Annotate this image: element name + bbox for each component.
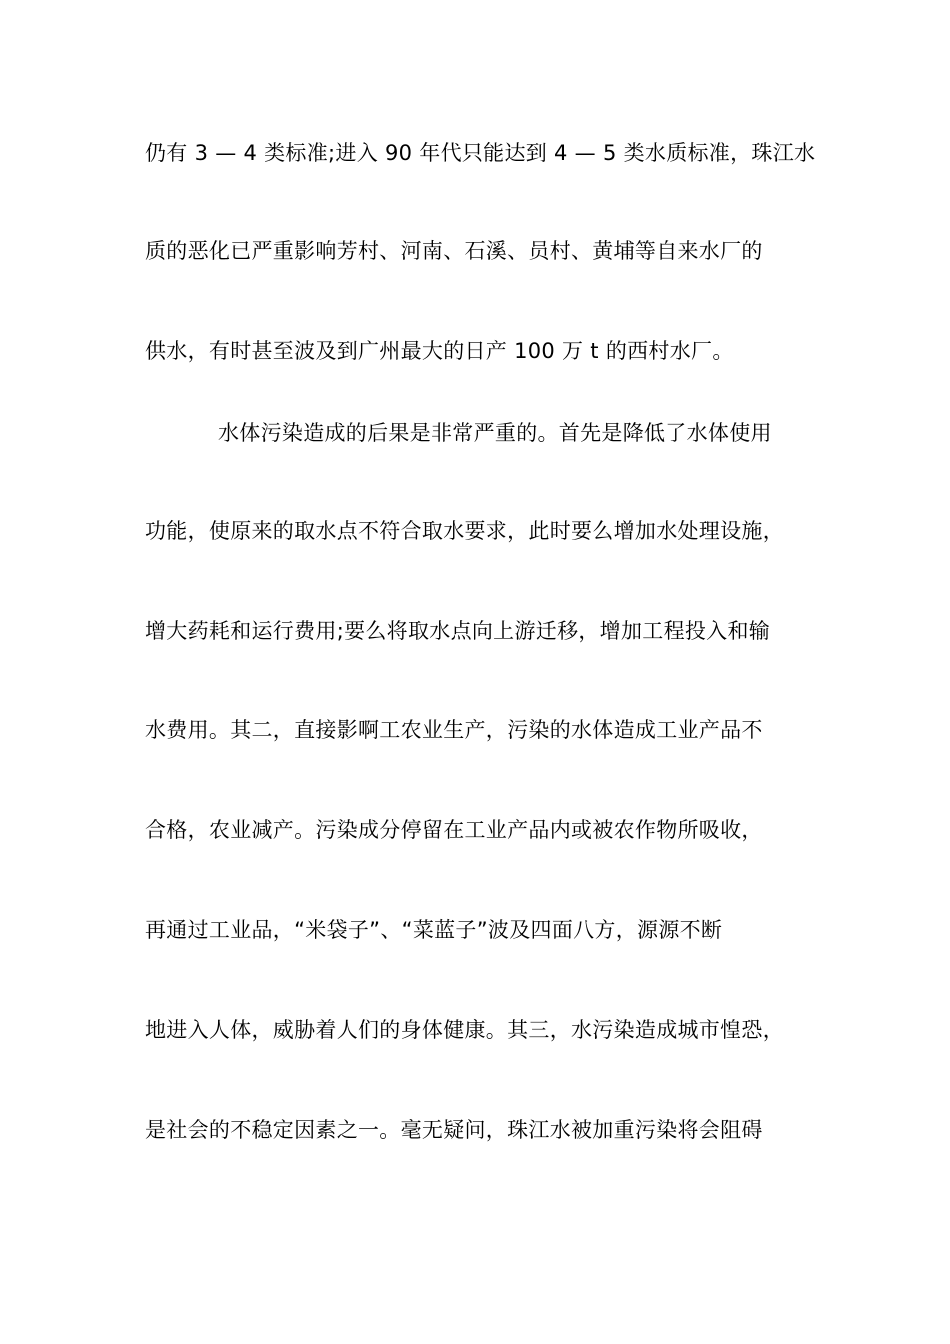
text-line: 合格，农业减产。污染成分停留在工业产品内或被农作物所吸收， <box>145 818 763 842</box>
text-line: 质的恶化已严重影响芳村、河南、石溪、员村、黄埔等自来水厂的 <box>145 239 763 263</box>
paragraph-first-line: 水体污染造成的后果是非常严重的。首先是降低了水体使用 <box>218 421 772 445</box>
text-line: 是社会的不稳定因素之一。毫无疑问，珠江水被加重污染将会阻碍 <box>145 1118 763 1142</box>
text-line: 水费用。其二，直接影啊工农业生产，污染的水体造成工业产品不 <box>145 718 763 742</box>
text-line: 增大药耗和运行费用;要么将取水点向上游迁移，增加工程投入和输 <box>145 619 771 643</box>
text-line: 功能，使原来的取水点不符合取水要求，此时要么增加水处理设施， <box>145 519 784 543</box>
text-line: 仍有 3 — 4 类标准;进入 90 年代只能达到 4 — 5 类水质标准，珠江水 <box>145 141 816 165</box>
text-line: 再通过工业品，“米袋子”、“菜蓝子”波及四面八方，源源不断 <box>145 918 723 942</box>
text-line: 地进入人体，威胁着人们的身体健康。其三，水污染造成城市惶恐， <box>145 1018 784 1042</box>
text-line: 供水，有时甚至波及到广州最大的日产 100 万 t 的西村水厂。 <box>145 339 734 363</box>
